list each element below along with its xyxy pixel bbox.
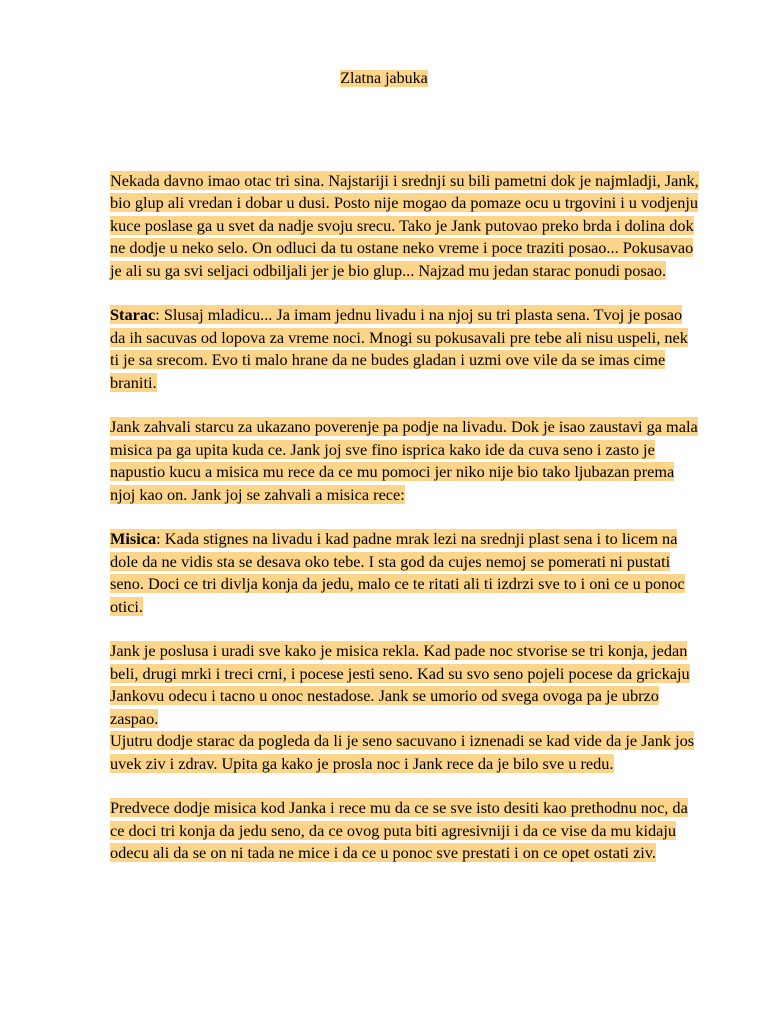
paragraph-text: Nekada davno imao otac tri sina. Najstariji i srednji su bili pametni dok je najmladji, Jank, bio glup ali vredan i dobar u dusi. Posto nije mogao da pomaze ocu u trgovini i u vodjenju kuce poslase ga u svet da nadje svoju srecu. Tako je Jank putovao preko brda i dolina dok ne dodje u neko selo. On odluci da tu ostane neko vreme i poce traziti posao... Pokusavao je ali su ga svi seljaci odbiljali jer je bio glup... Najzad mu jedan starac ponudi posao. — [110, 171, 699, 280]
paragraph-evening — [110, 797, 700, 864]
paragraph-text: : Kada stignes na livadu i kad padne mrak lezi na srednji plast sena i to licem na dole da ne vidis sta se desava oko tebe. I sta god da cujes nemoj se pomerati ni pustati seno. Doci ce tri divlja konja da jedu, malo ce te ritati ali ti izdrzi sve to i oni ce u ponoc otici. — [110, 529, 685, 616]
document-body — [110, 170, 700, 887]
paragraph-text: Jank je poslusa i uradi sve kako je misica rekla. Kad pade noc stvorise se tri konja, jedan beli, drugi mrki i treci crni, i pocese jesti seno. Kad su svo seno pojeli pocese da grickaju Jankovu odecu i tacno u onoc nestadose. Jank se umorio od svega ovoga pa je ubrzo zaspao. — [110, 641, 690, 728]
paragraph-text: Predvece dodje misica kod Janka i rece mu da ce se sve isto desiti kao prethodnu noc, da ce doci tri konja da jedu seno, da ce ovog puta biti agresivniji i da ce vise da mu kidaju odecu ali da se on ni tada ne mice i da ce u ponoc sve prestati i on ce opet ostati ziv. — [110, 798, 688, 863]
paragraph-text: Jank zahvali starcu za ukazano poverenje pa podje na livadu. Dok je isao zaustavi ga mala misica pa ga upita kuda ce. Jank joj sve fino isprica kako ide da cuva seno i zasto je napustio kucu a misica mu rece da ce mu pomoci jer niko nije bio tako ljubazan prema njoj kao on. Jank joj se zahvali a misica rece: — [110, 417, 698, 504]
paragraph-first-night — [110, 640, 700, 730]
paragraph-jank-meets-mouse — [110, 416, 700, 506]
document-title: Zlatna jabuka — [340, 70, 428, 87]
paragraph-intro — [110, 170, 700, 282]
paragraph-text: Ujutru dodje starac da pogleda da li je seno sacuvano i iznenadi se kad vide da je Jank jos uvek ziv i zdrav. Upita ga kako je prosla noc i Jank rece da je bilo sve u redu. — [110, 731, 695, 773]
speaker-name: Misica — [110, 529, 157, 549]
paragraph-starac-speech — [110, 304, 700, 394]
speaker-name: Starac — [110, 305, 156, 325]
paragraph-misica-speech — [110, 528, 700, 618]
paragraph-text: : Slusaj mladicu... Ja imam jednu livadu i na njoj su tri plasta sena. Tvoj je posao da ih sacuvas od lopova za vreme noci. Mnogi su pokusavali pre tebe ali nisu uspeli, nek ti je sa srecom. Evo ti malo hrane da ne budes gladan i uzmi ove vile da se imas cime braniti. — [110, 305, 688, 392]
paragraph-morning — [110, 730, 700, 775]
document-title-block — [0, 68, 768, 90]
